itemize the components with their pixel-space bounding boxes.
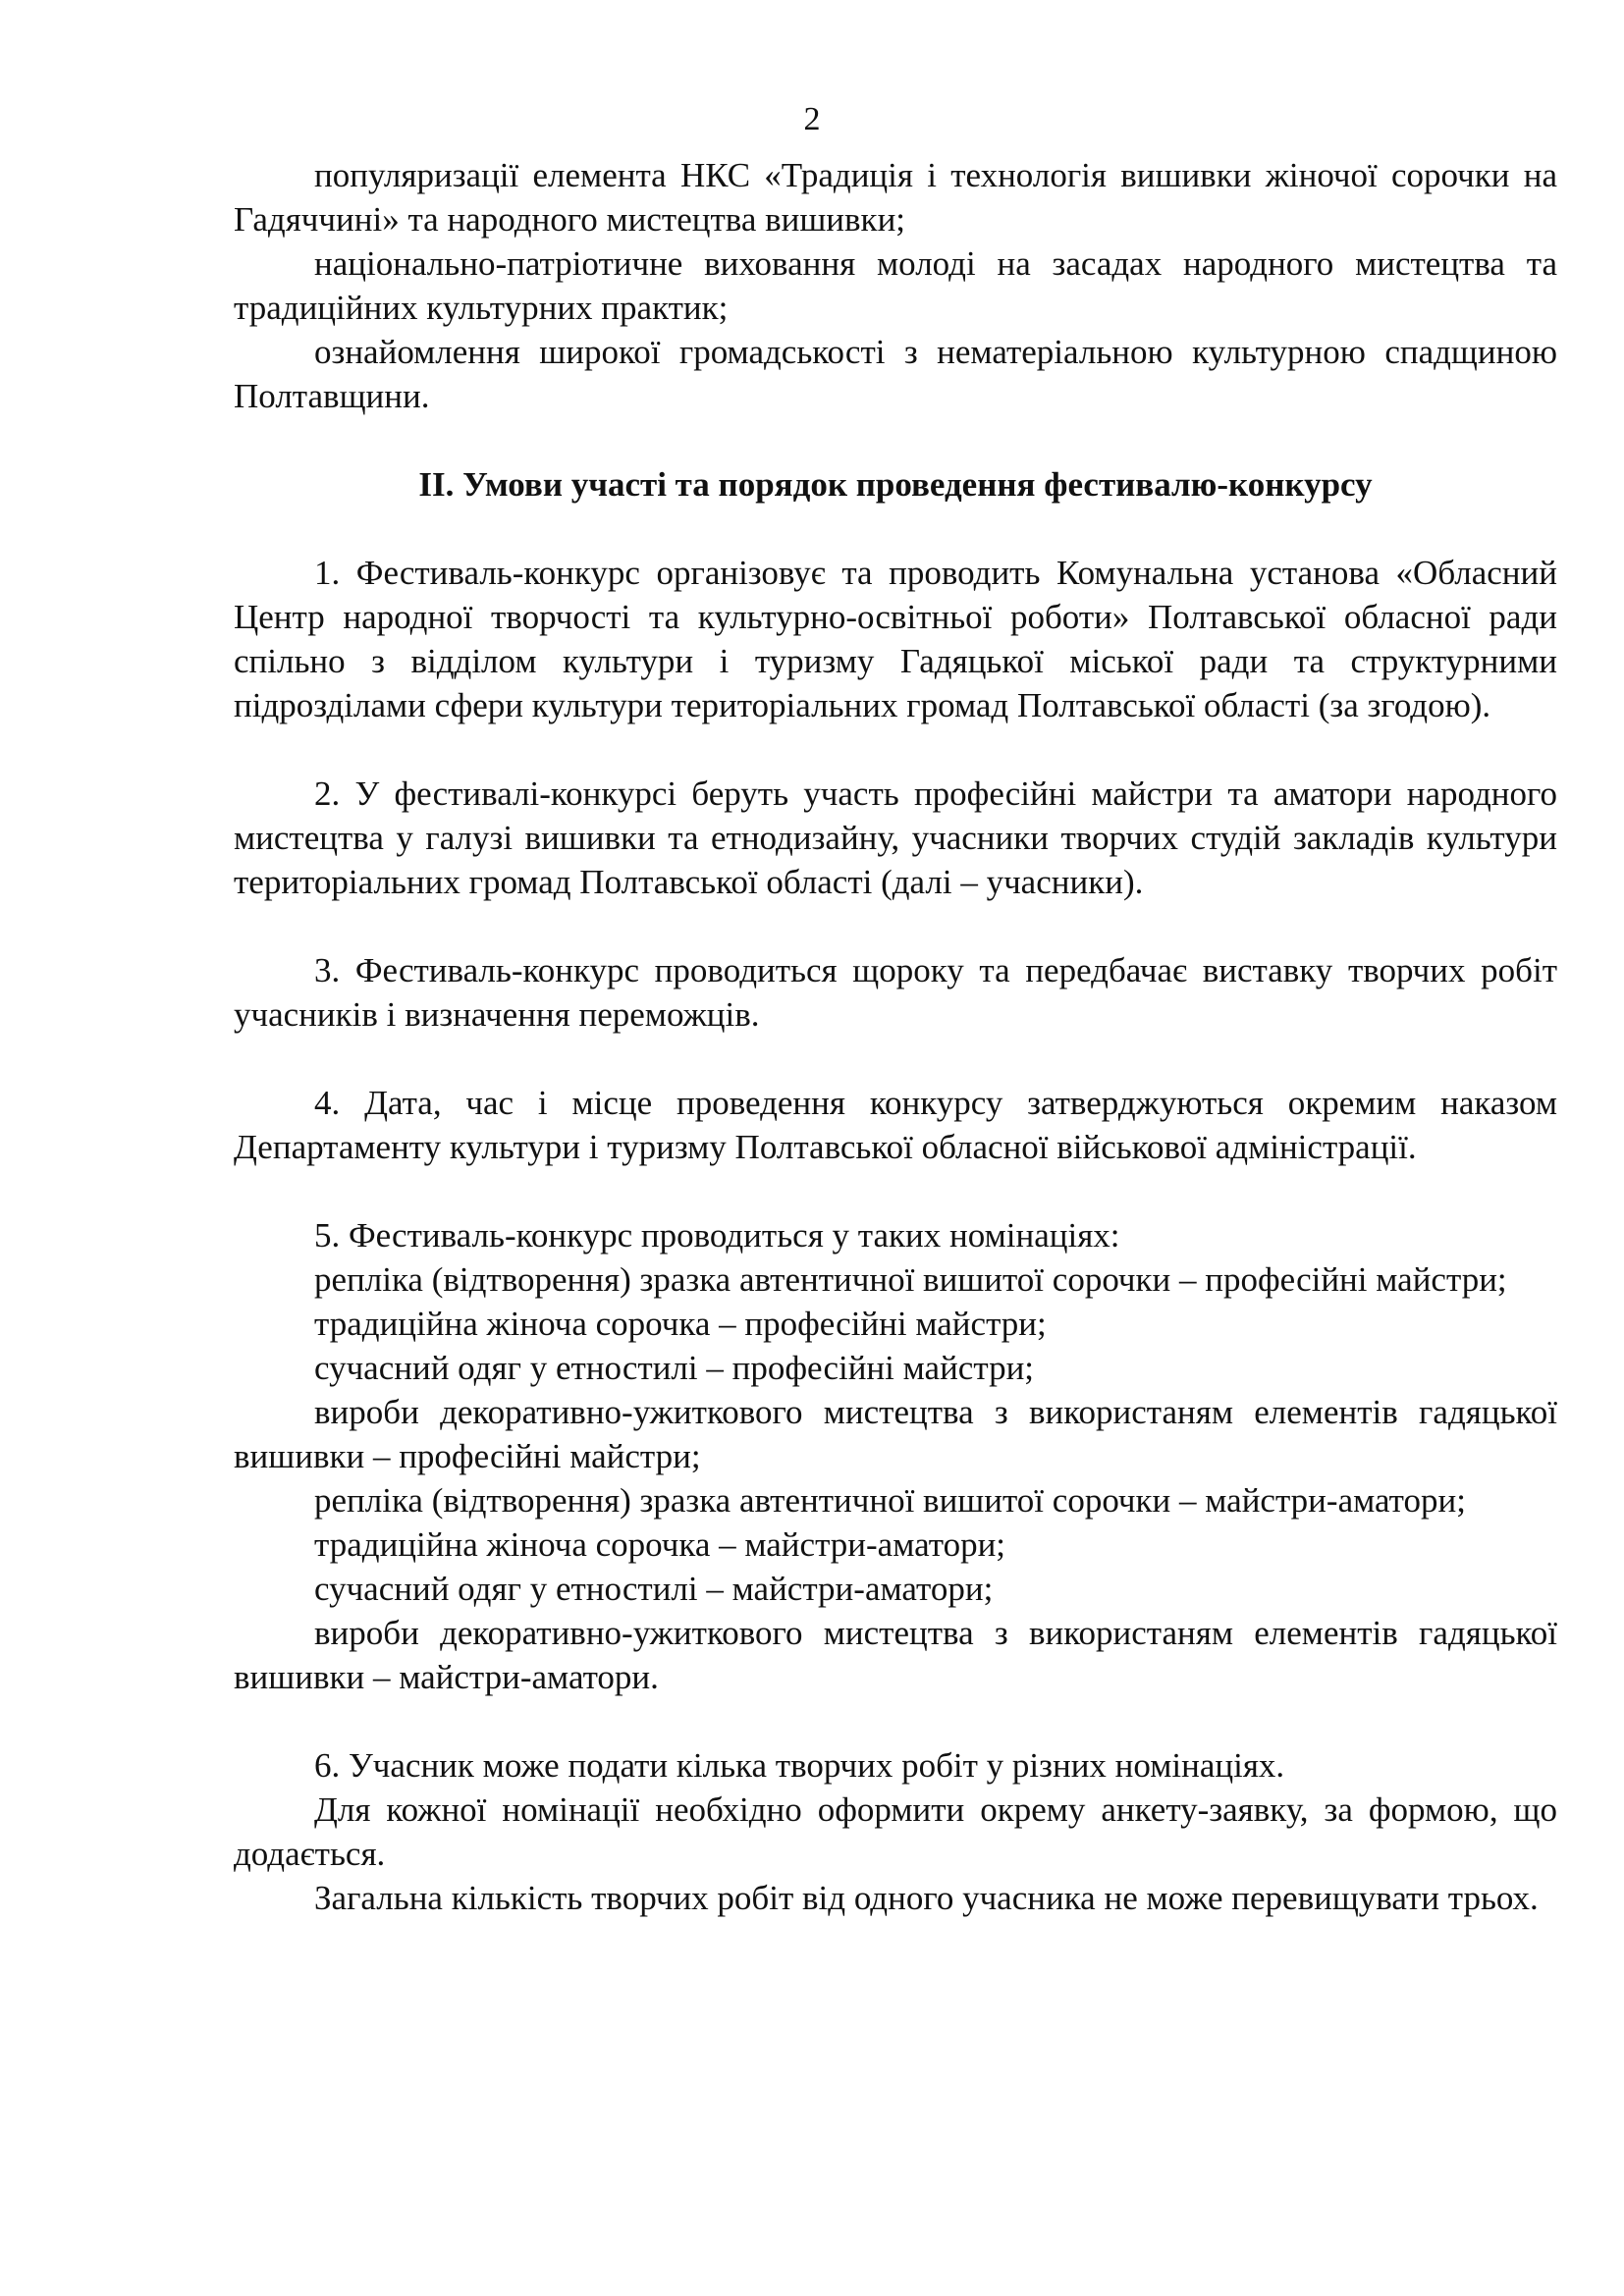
nomination-item: репліка (відтворення) зразка автентичної вишитої сорочки – майстри-аматори; bbox=[314, 1481, 1466, 1520]
clause-6: 6. Учасник може подати кілька творчих робіт у різних номінаціях. bbox=[314, 1746, 1285, 1785]
nomination-item: репліка (відтворення) зразка автентичної вишитої сорочки – професійні майстри; bbox=[314, 1260, 1507, 1299]
clause-4: 4. Дата, час і місце проведення конкурсу затверджуються окремим наказом Департаменту культури і туризму Полтавської обласної військової адміністрації. bbox=[234, 1084, 1557, 1166]
nomination-item: традиційна жіноча сорочка – майстри-аматори; bbox=[314, 1525, 1006, 1564]
clause-5: 5. Фестиваль-конкурс проводиться у таких номінаціях: bbox=[314, 1216, 1120, 1255]
clause-2: 2. У фестивалі-конкурсі беруть участь професійні майстри та аматори народного мистецтва у галузі вишивки та етнодизайну, учасники творчих студій закладів культури територіальних громад Полтавської області (далі – учасники). bbox=[234, 774, 1557, 901]
clause-3: 3. Фестиваль-конкурс проводиться щороку та передбачає виставку творчих робіт учасників і визначення переможців. bbox=[234, 951, 1557, 1034]
goal-item: ознайомлення широкої громадськості з нематеріальною культурною спадщиною Полтавщини. bbox=[234, 333, 1557, 415]
nomination-item: вироби декоративно-ужиткового мистецтва з використаням елементів гадяцької вишивки – професійні майстри; bbox=[234, 1393, 1557, 1475]
nomination-item: вироби декоративно-ужиткового мистецтва з використаням елементів гадяцької вишивки – майстри-аматори. bbox=[234, 1614, 1557, 1696]
section-heading: ІІ. Умови участі та порядок проведення фестивалю-конкурсу bbox=[418, 465, 1373, 504]
clause-6-limit: Загальна кількість творчих робіт від одного учасника не може перевищувати трьох. bbox=[314, 1879, 1539, 1917]
page-number: 2 bbox=[803, 101, 821, 137]
goal-item: популяризації елемента НКС «Традиція і технологія вишивки жіночої сорочки на Гадяччині» та народного мистецтва вишивки; bbox=[234, 156, 1557, 239]
nomination-item: сучасний одяг у етностилі – майстри-аматори; bbox=[314, 1570, 994, 1608]
nomination-item: традиційна жіноча сорочка – професійні майстри; bbox=[314, 1305, 1047, 1343]
clause-1: 1. Фестиваль-конкурс організовує та проводить Комунальна установа «Обласний Центр народної творчості та культурно-освітньої роботи» Полтавської обласної ради спільно з відділом культури і туризму Гадяцької міської ради та структурними підрозділами сфери культури територіальних громад Полтавської області (за згодою). bbox=[234, 554, 1557, 724]
clause-6-form: Для кожної номінації необхідно оформити окрему анкету-заявку, за формою, що додається. bbox=[234, 1790, 1557, 1873]
goal-item: національно-патріотичне виховання молоді на засадах народного мистецтва та традиційних культурних практик; bbox=[234, 244, 1557, 327]
document-body bbox=[234, 153, 1557, 1920]
nomination-item: сучасний одяг у етностилі – професійні майстри; bbox=[314, 1349, 1035, 1387]
